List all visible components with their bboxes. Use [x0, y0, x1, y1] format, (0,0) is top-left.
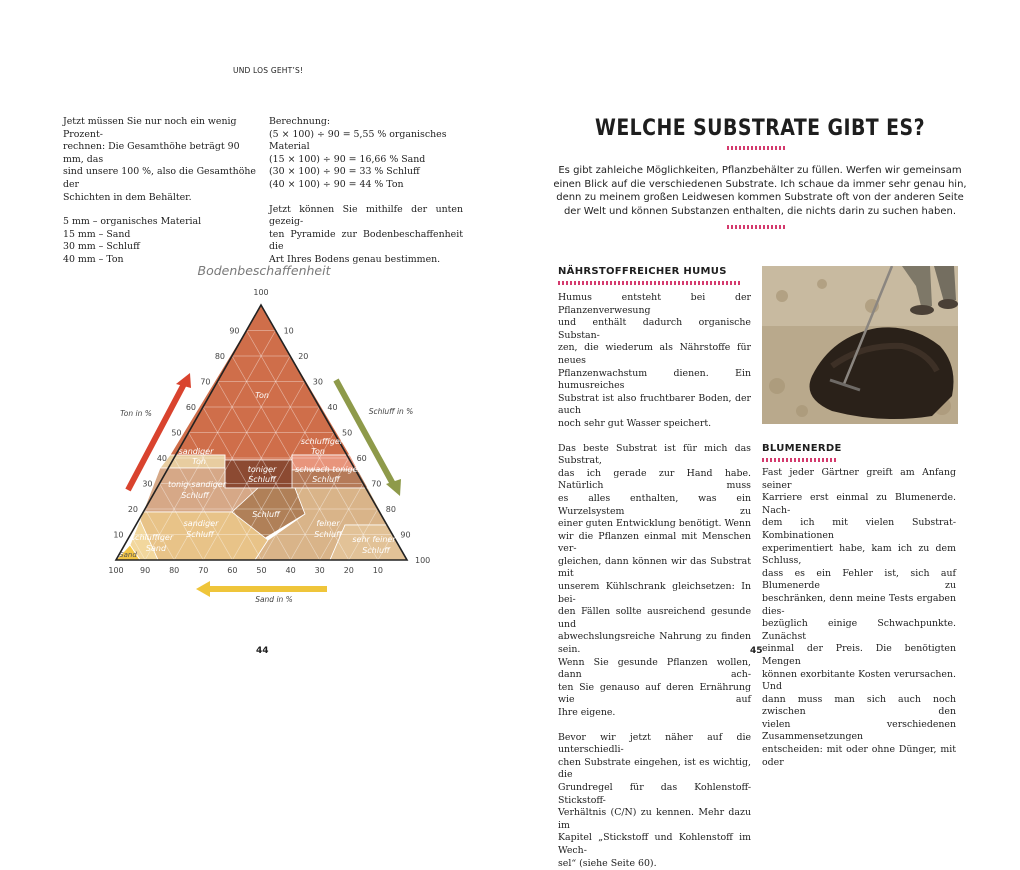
text-line: chen Substrate eingehen, ist es wichtig, die	[558, 756, 751, 781]
label-sandiger-schluff-2: Schluff	[186, 530, 214, 539]
text-line: Bevor wir jetzt näher auf die unterschiedli-	[558, 731, 751, 756]
label-sand: Sand	[119, 551, 137, 559]
text-line: sind unsere 100 %, also die Gesamthöhe der	[63, 166, 256, 190]
text-line: Grundregel für das Kohlenstoff-Stickstoff-	[558, 781, 751, 806]
page-number-left: 44	[256, 646, 269, 656]
text-line: Verhältnis (C/N) zu kennen. Mehr dazu im	[558, 807, 751, 831]
text-line: (5 × 100) ÷ 90 = 5,55 % organisches Material	[269, 128, 447, 153]
soil-texture-triangle	[100, 258, 450, 608]
text-line: einen Blick auf die verschiedenen Substrate. Ich schaue da immer sehr genau hin,	[553, 178, 967, 190]
text-line: Jetzt müssen Sie nur noch ein wenig Prozent-	[63, 116, 237, 140]
text-line: bezüglich einige Schwachpunkte. Zunächst	[762, 618, 956, 642]
axis-label-ton: Ton in %	[120, 409, 152, 418]
text-line: Kapitel „Stickstoff und Kohlenstoff im Wech-	[558, 832, 751, 856]
text-line: Substrat ist also fruchtbarer Boden, der auch	[558, 392, 751, 417]
tick-label-ton: 70	[200, 377, 211, 387]
tick-label-schluff: 70	[371, 479, 382, 489]
diagram-title: Bodenbeschaffenheit	[197, 263, 331, 278]
tick-label-sand: 100	[108, 566, 124, 575]
tick-label-schluff: 50	[342, 428, 353, 438]
text-line: unserem Kühlschrank gleichsetzen: In bei-	[558, 581, 751, 605]
text-line: entscheiden: mit oder ohne Dünger, mit oder	[762, 744, 956, 768]
label-sandiger-ton-1: sandiger	[178, 447, 214, 456]
text-line: dass es ein Fehler ist, sich auf Blumenerde zu	[762, 567, 956, 592]
text-line: Schichten in dem Behälter.	[63, 191, 192, 203]
tick-label-sand: 50	[256, 566, 267, 575]
list-item: 40 mm – Ton	[63, 253, 124, 265]
humus-photo-image	[762, 266, 958, 424]
text-line: vielen verschiedenen Zusammensetzungen	[762, 718, 956, 743]
text-line: einmal der Preis. Die benötigten Mengen	[762, 643, 956, 667]
text-line: können exorbitante Kosten verursachen. Und	[762, 668, 956, 693]
text-line: es alles enthalten, was ein Wurzelsystem zu	[558, 492, 751, 517]
text-line: ten Pyramide zur Bodenbeschaffenheit die	[269, 228, 463, 253]
text-line: Humus entsteht bei der Pflanzenverwesung	[558, 292, 751, 316]
axis-label-schluff: Schluff in %	[368, 407, 414, 416]
tick-label-schluff: 90	[400, 530, 411, 540]
intro-underline	[727, 225, 785, 229]
text-line: ten Sie genauso auf deren Ernährung wie auf	[558, 681, 751, 706]
text-line: (15 × 100) ÷ 90 = 16,66 % Sand	[269, 153, 426, 165]
text-line: der Welt und können Substanzen enthalten, die nichts darin zu suchen haben.	[563, 205, 957, 217]
tick-label-sand: 60	[227, 566, 238, 575]
tick-label-sand: 80	[169, 566, 180, 575]
tick-label-schluff: 30	[312, 377, 323, 387]
label-toniger-schluff-2: Schluff	[248, 475, 276, 484]
tick-label-ton: 40	[156, 454, 167, 463]
tick-label-schluff: 40	[327, 403, 338, 412]
left-column-1	[63, 116, 259, 267]
text-line: wir die Pflanzen einmal mit Menschen ver-	[558, 530, 751, 555]
tick-label-schluff: 20	[298, 352, 309, 361]
label-sehr-feiner-schluff-1: sehr feiner	[352, 535, 396, 544]
label-schwach-toniger-schluff-2: Schluff	[312, 475, 340, 484]
text-line: Jetzt können Sie mithilfe der unten gezeig-	[269, 203, 463, 228]
text-line: (40 × 100) ÷ 90 = 44 % Ton	[269, 178, 404, 190]
section-heading-blumenerde: BLUMENERDE	[762, 443, 842, 454]
list-item: 15 mm – Sand	[63, 228, 131, 240]
text-line: sel“ (siehe Seite 60).	[558, 857, 657, 869]
text-line: Ihre eigene.	[558, 707, 616, 718]
text-line: experimentiert habe, kam ich zu dem Schluss,	[762, 542, 956, 567]
tick-label-sand: 30	[314, 566, 325, 575]
label-sandiger-schluff-1: sandiger	[183, 519, 219, 528]
tick-label-sand: 40	[285, 566, 296, 575]
text-line: (30 × 100) ÷ 90 = 33 % Schluff	[269, 166, 420, 178]
text-line: Es gibt zahleiche Möglichkeiten, Pflanzbehälter zu füllen. Werfen wir gemeinsam	[558, 165, 962, 176]
tick-label-schluff: 10	[283, 326, 294, 336]
text-line: Fast jeder Gärtner greift am Anfang seiner	[762, 467, 956, 491]
page-title: WELCHE SUBSTRATE GIBT ES?	[595, 116, 925, 141]
tick-label-sand: 70	[198, 566, 209, 575]
text-line: den Fällen sollte ausreichend gesunde und	[558, 606, 751, 630]
text-line: Karriere erst einmal zu Blumenerde. Nach-	[762, 492, 956, 516]
list-item: 5 mm – organisches Material	[63, 216, 202, 228]
label-ton: Ton	[255, 391, 269, 400]
text-line: das ich gerade zur Hand habe. Natürlich muss	[558, 467, 751, 492]
label-tonig-sandiger-schluff-2: Schluff	[181, 491, 209, 500]
tick-label-ton: 90	[229, 326, 240, 336]
label-schluffiger-sand-2: Sand	[145, 544, 167, 553]
humus-photo	[762, 266, 958, 424]
text-line: einer guten Entwicklung benötigt. Wenn	[558, 518, 751, 530]
text-line: Art Ihres Bodens genau bestimmen.	[269, 253, 441, 265]
ticks-bottom	[108, 566, 383, 575]
label-tonig-sandiger-schluff-1: tonig-sandiger	[167, 480, 227, 489]
text-line: noch sehr gut Wasser speichert.	[558, 417, 712, 429]
label-sehr-feiner-schluff-2: Schluff	[362, 546, 390, 555]
humus-text	[558, 292, 751, 870]
tick-label-ton: 10	[113, 530, 124, 540]
tick-label-schluff: 60	[356, 454, 367, 463]
tick-label-sand: 90	[140, 566, 151, 575]
label-feiner-schluff-1: feiner	[316, 519, 340, 528]
label-toniger-schluff-1: toniger	[247, 465, 277, 474]
text-line: rechnen: Die Gesamthöhe beträgt 90 mm, das	[63, 141, 240, 165]
label-feiner-schluff-2: Schluff	[314, 530, 342, 539]
tick-label-schluff: 100	[415, 556, 431, 565]
text-line: Berechnung:	[269, 116, 331, 127]
label-schluffiger-sand-1: schluffiger	[130, 533, 174, 542]
text-line: abwechslungsreiche Nahrung zu finden sein.	[558, 631, 751, 656]
tick-label-ton: 20	[127, 505, 138, 514]
text-line: und enthält dadurch organische Substan-	[558, 317, 751, 341]
tick-label-ton: 60	[185, 403, 196, 412]
title-underline	[727, 146, 785, 150]
label-schwach-toniger-schluff-1: schwach toniger	[295, 465, 361, 474]
text-line: Pflanzenwachstum dienen. Ein humusreiches	[558, 367, 751, 392]
tick-label-ton: 30	[142, 479, 153, 489]
left-column-2	[269, 116, 463, 267]
text-line: dem ich mit vielen Substrat-Kombinationen	[762, 517, 956, 541]
label-schluffiger-ton-1: schluffiger	[300, 437, 344, 446]
axis-label-sand: Sand in %	[255, 595, 293, 604]
tick-label-ton: 50	[171, 428, 182, 438]
label-schluffiger-ton-2: Ton	[311, 447, 325, 456]
tick-label-ton: 80	[214, 352, 225, 361]
label-schluff: Schluff	[252, 510, 280, 519]
running-title: UND LOS GEHT’S!	[233, 66, 304, 75]
tick-label-schluff: 80	[385, 505, 396, 514]
tick-label-sand: 10	[372, 566, 383, 575]
text-line: gleichen, dann können wir das Substrat mit	[558, 555, 751, 580]
label-sandiger-ton-2: Ton	[192, 457, 206, 466]
tick-label-ton: 100	[253, 288, 269, 297]
text-line: beschränken, denn meine Tests ergaben dies-	[762, 592, 956, 617]
text-line: denn zu meinem großen Leidwesen kommen Substrate oft von der anderen Seite	[556, 192, 964, 204]
blumenerde-text	[762, 467, 956, 769]
tick-label-sand: 20	[343, 566, 354, 575]
text-line: Das beste Substrat ist für mich das Substrat,	[558, 442, 751, 467]
intro-paragraph	[548, 164, 972, 218]
page-number-right: 45	[750, 646, 763, 656]
section-underline-blumenerde	[762, 458, 838, 462]
text-line: zen, die wiederum als Nährstoffe für neues	[558, 342, 751, 366]
text-line: Wenn Sie gesunde Pflanzen wollen, dann ach-	[558, 656, 751, 681]
section-heading-humus: NÄHRSTOFFREICHER HUMUS	[558, 266, 727, 277]
text-line: dann muss man sich auch noch zwischen den	[762, 693, 956, 718]
list-item: 30 mm – Schluff	[63, 241, 140, 253]
section-underline-humus	[558, 281, 741, 285]
